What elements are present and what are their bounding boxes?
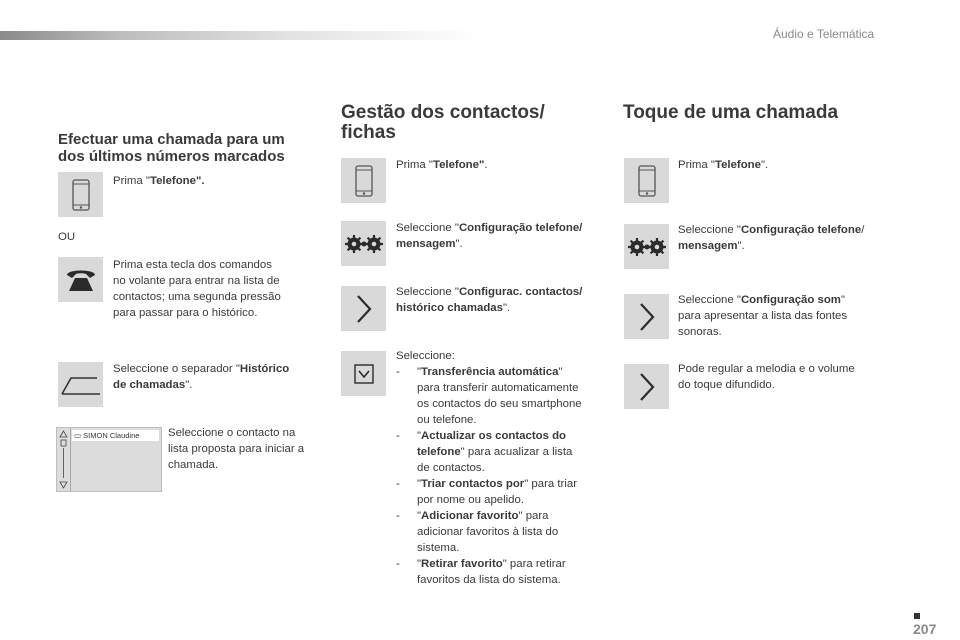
list-item: - "Transferência automática" para transferir automaticamente os contactos do seu smartphone ou telefone.	[396, 366, 582, 426]
chevron-right-icon	[624, 364, 669, 409]
left-step4-text: Seleccione o contacto na lista proposta para iniciar a chamada.	[168, 427, 305, 471]
left-step1-text: Prima "Telefone".	[113, 175, 205, 187]
phone-icon	[624, 158, 669, 203]
left-title: Efectuar uma chamada para um dos últimos números marcados	[58, 131, 285, 165]
middle-step1-text: Prima "Telefone".	[396, 159, 488, 171]
contact-list-screen	[56, 427, 162, 492]
phone-icon	[341, 158, 386, 203]
middle-title: Gestão dos contactos/ fichas	[341, 102, 545, 143]
steering-phone-icon	[58, 257, 103, 302]
gears-icon	[624, 224, 669, 269]
chevron-right-icon	[341, 286, 386, 331]
list-item: - "Retirar favorito" para retirar favoritos da lista do sistema.	[396, 558, 566, 586]
gears-icon	[341, 221, 386, 266]
right-step2-text: Seleccione "Configuração telefone/ mensagem".	[678, 224, 865, 252]
ou-label: OU	[58, 231, 76, 243]
tab-icon	[58, 362, 103, 407]
left-step3-text: Seleccione o separador "Histórico de chamadas".	[113, 363, 290, 391]
header-gradient-bar	[0, 31, 480, 40]
right-step3-text: Seleccione "Configuração som" para apresentar a lista das fontes sonoras.	[678, 294, 848, 338]
page-number: 207	[913, 621, 937, 637]
left-step2-text: Prima esta tecla dos comandos no volante para entrar na lista de contactos; uma segunda pressão para passar para o histórico.	[113, 259, 281, 319]
page-marker	[914, 613, 920, 619]
options-list	[396, 364, 611, 588]
checkbox-menu-icon	[341, 351, 386, 396]
screen-scrollbar	[57, 428, 71, 491]
chevron-right-icon	[624, 294, 669, 339]
right-step4-text: Pode regular a melodia e o volume do toque difundido.	[678, 363, 855, 391]
phone-icon	[58, 172, 103, 217]
list-item: - "Adicionar favorito" para adicionar favoritos à lista do sistema.	[396, 510, 559, 554]
list-item: - "Actualizar os contactos do telefone" para acualizar a lista de contactos.	[396, 430, 573, 474]
contact-row[interactable]: ▭ SIMON Claudine	[72, 430, 159, 441]
right-step1-text: Prima "Telefone".	[678, 159, 769, 171]
middle-step4-text: Seleccione: - "Transferência automática" para transferir automaticamente os contactos do seu smartphone ou telefone. - "Actualizar os contactos do telefone" para acualizar a lista de contactos. - "Triar contactos por" para triar por nome ou apelido. - "Adicionar favorito" para adicionar favoritos à lista do sistema. - "Retirar favorito" para retirar favoritos da lista do sistema.	[396, 348, 611, 588]
middle-step2-text: Seleccione "Configuração telefone/ mensagem".	[396, 222, 583, 250]
list-item: - "Triar contactos por" para triar por nome ou apelido.	[396, 478, 578, 506]
section-title: Áudio e Telemática	[773, 27, 875, 41]
middle-step3-text: Seleccione "Configurac. contactos/ histórico chamadas".	[396, 286, 583, 314]
right-title: Toque de uma chamada	[623, 102, 839, 123]
